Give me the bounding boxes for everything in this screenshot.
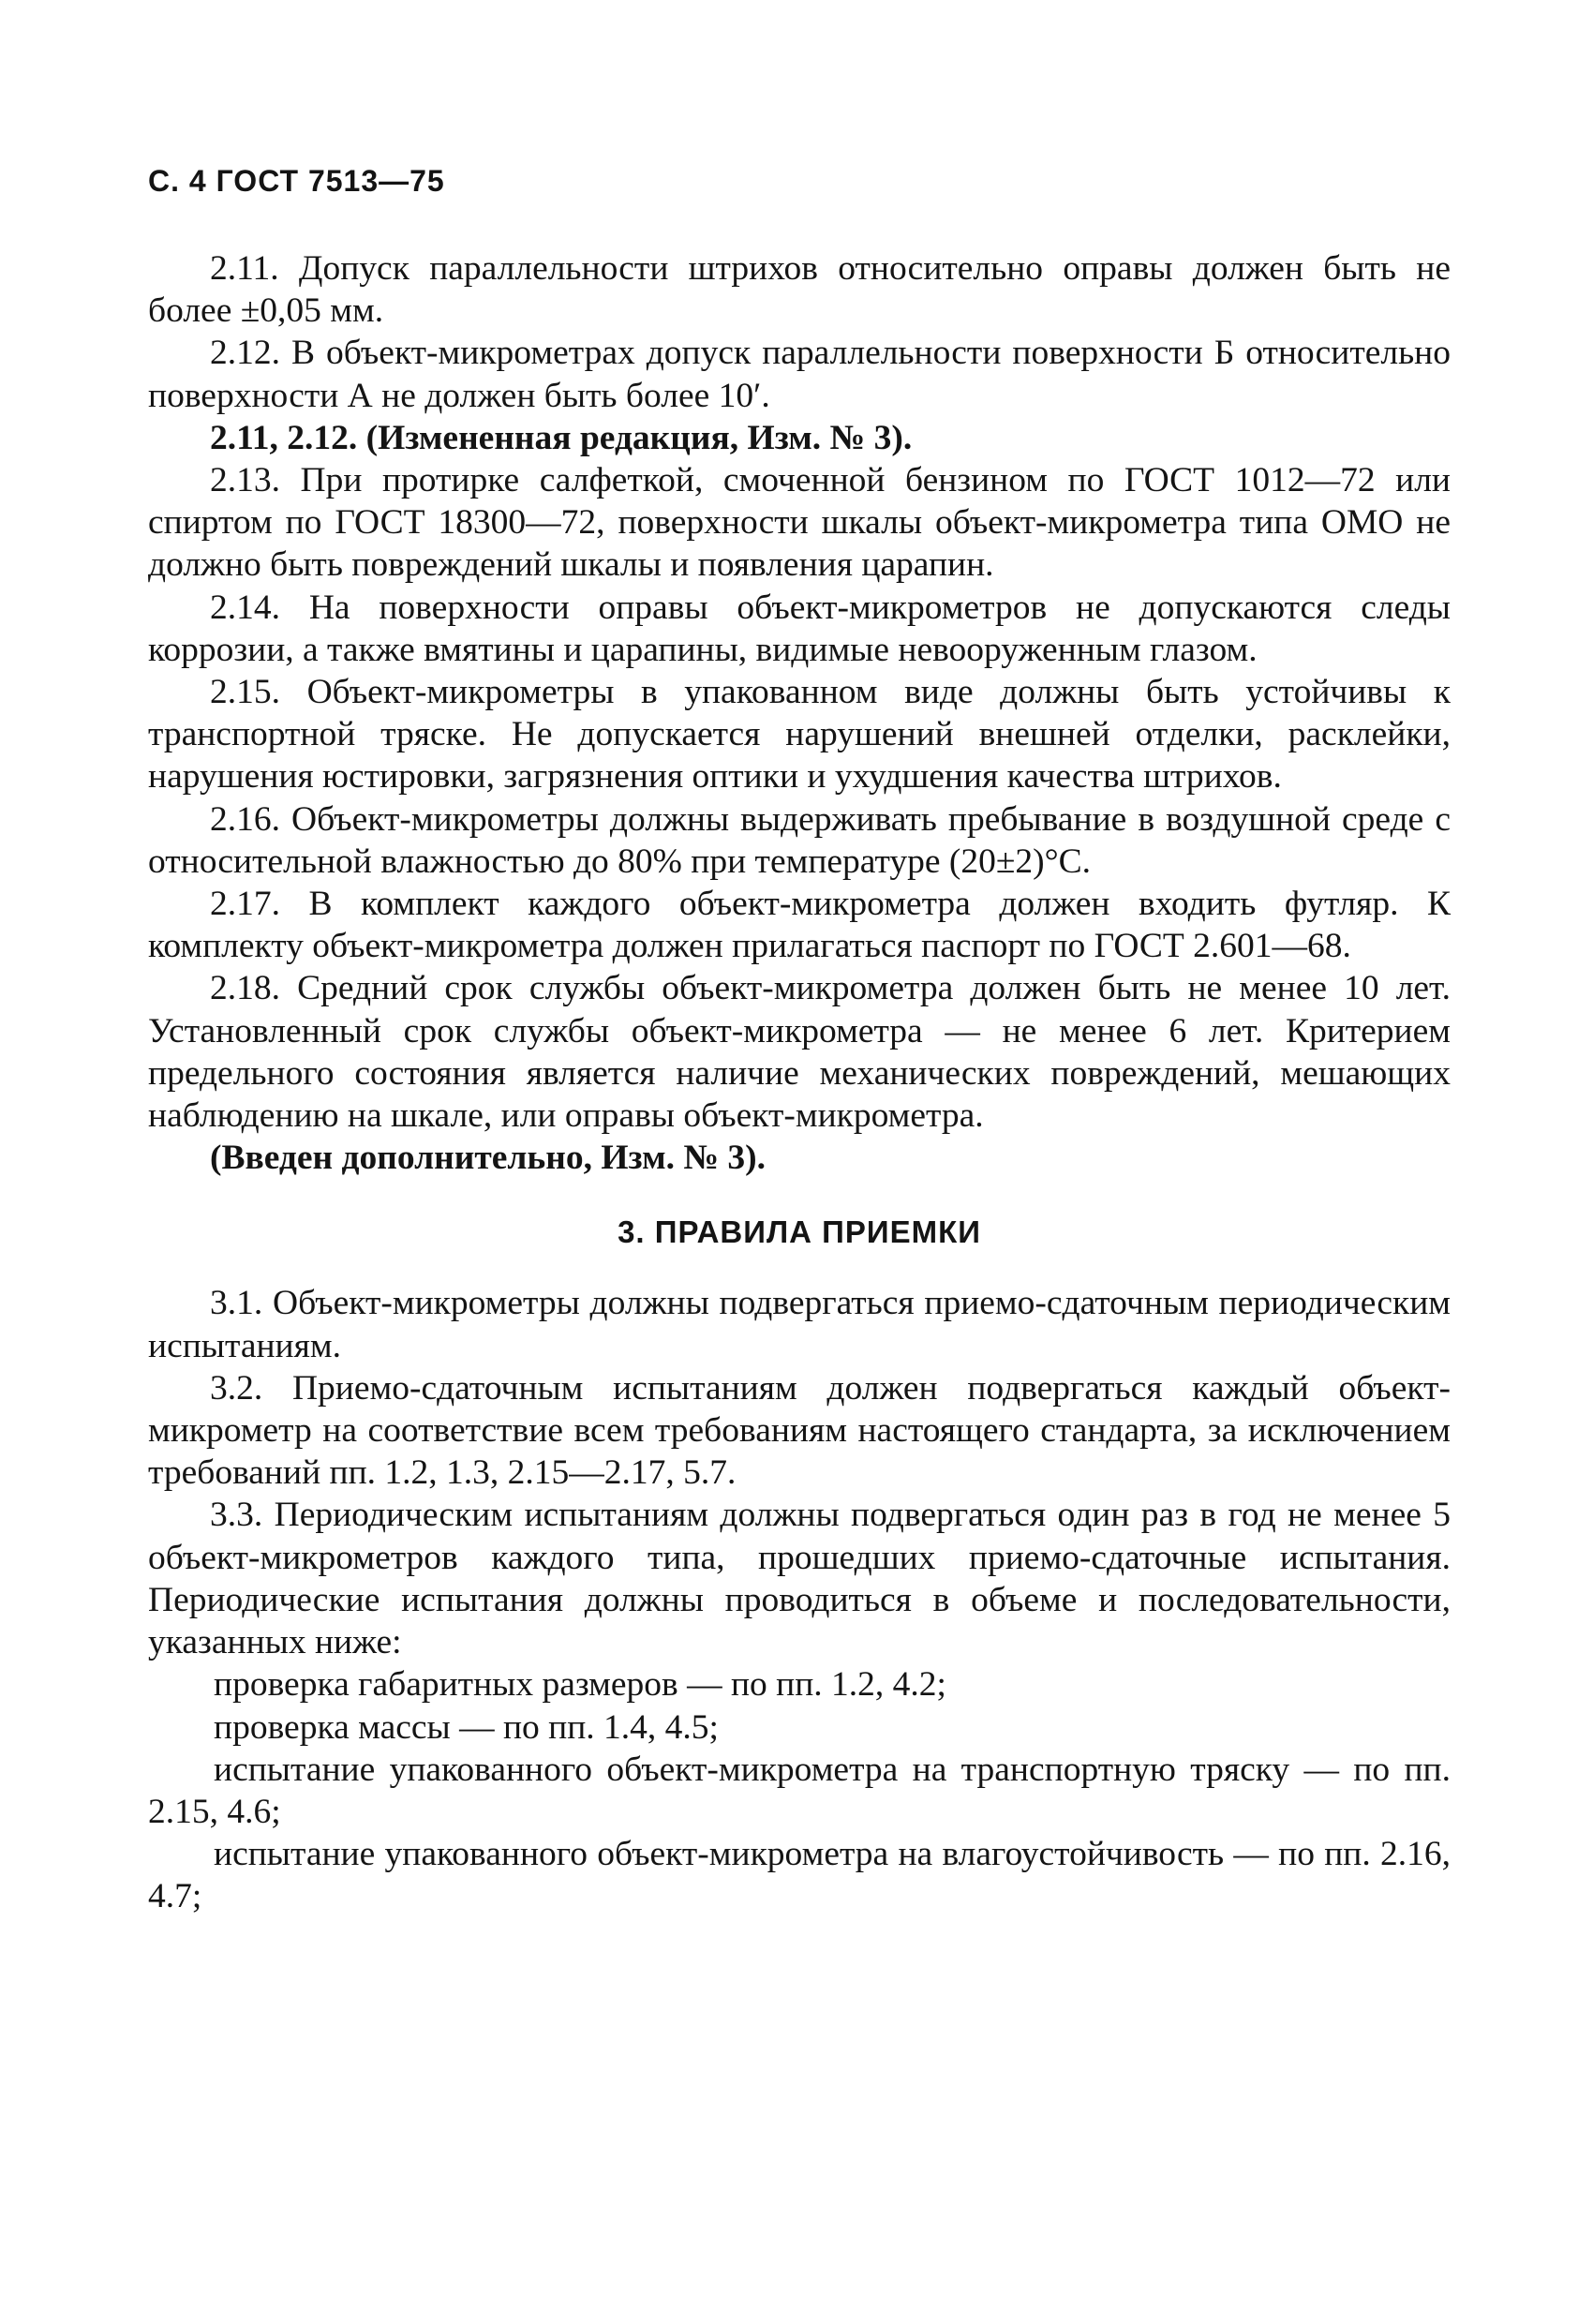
page-header: С. 4 ГОСТ 7513—75 <box>148 164 445 198</box>
clause-3-1: 3.1. Объект-микрометры должны подвергаться приемо-сдаточным периодическим испытаниям. <box>148 1284 1451 1365</box>
clause-2-17: 2.17. В комплект каждого объект-микрометра должен входить футляр. К комплекту объект-микрометра должен прилагаться паспорт по ГОСТ 2.601—68. <box>148 885 1451 966</box>
list-item: испытание упакованного объект-микрометра на влагоустойчивость — по пп. 2.16, 4.7; <box>148 1835 1451 1916</box>
list-item: проверка габаритных размеров — по пп. 1.2, 4.2; <box>214 1665 946 1705</box>
document-page <box>148 164 1451 1918</box>
clause-2-11: 2.11. Допуск параллельности штрихов относительно оправы должен быть не более ±0,05 мм. <box>148 249 1451 331</box>
clause-2-18: 2.18. Средний срок службы объект-микрометра должен быть не менее 10 лет. Установленный срок службы объект-микрометра — не менее 6 лет. Критерием предельного состояния является наличие механических повреждений, мешающих наблюдению на шкале, или оправы объект-микрометра. <box>148 969 1451 1136</box>
clause-2-13: 2.13. При протирке салфеткой, смоченной бензином по ГОСТ 1012—72 или спиртом по ГОСТ 18300—72, поверхности шкалы объект-микрометра типа ОМО не должно быть повреждений шкалы и появления царапин. <box>148 461 1451 585</box>
section-3-title: 3. ПРАВИЛА ПРИЕМКИ <box>618 1214 981 1250</box>
amendment-note-added: (Введен дополнительно, Изм. № 3). <box>210 1139 767 1178</box>
clause-2-15: 2.15. Объект-микрометры в упакованном виде должны быть устойчивы к транспортной тряске. Не допускается нарушений внешней отделки, расклейки, нарушения юстировки, загрязнения оптики и ухудшения качества штрихов. <box>148 673 1451 797</box>
clause-2-12: 2.12. В объект-микрометрах допуск параллельности поверхности Б относительно поверхности А не должен быть более 10′. <box>148 334 1451 415</box>
clause-3-3: 3.3. Периодическим испытаниям должны подвергаться один раз в год не менее 5 объект-микрометров каждого типа, прошедших приемо-сдаточные испытания. Периодические испытания должны проводиться в объеме и последовательности, указанных ниже: <box>148 1496 1451 1662</box>
clause-3-2: 3.2. Приемо-сдаточным испытаниям должен подвергаться каждый объект-микрометр на соответствие всем требованиям настоящего стандарта, за исключением требований пп. 1.2, 1.3, 2.15—2.17, 5.7. <box>148 1368 1451 1493</box>
amendment-note-2-11-2-12: 2.11, 2.12. (Измененная редакция, Изм. № 3). <box>210 418 913 457</box>
list-item: испытание упакованного объект-микрометра на транспортную тряску — по пп. 2.15, 4.6; <box>148 1750 1451 1831</box>
clause-2-14: 2.14. На поверхности оправы объект-микрометров не допускаются следы коррозии, а также вмятины и царапины, видимые невооруженным глазом. <box>148 588 1451 669</box>
clause-2-16: 2.16. Объект-микрометры должны выдерживать пребывание в воздушной среде с относительной влажностью до 80% при температуре (20±2)°С. <box>148 799 1451 881</box>
list-item: проверка массы — по пп. 1.4, 4.5; <box>214 1707 719 1747</box>
